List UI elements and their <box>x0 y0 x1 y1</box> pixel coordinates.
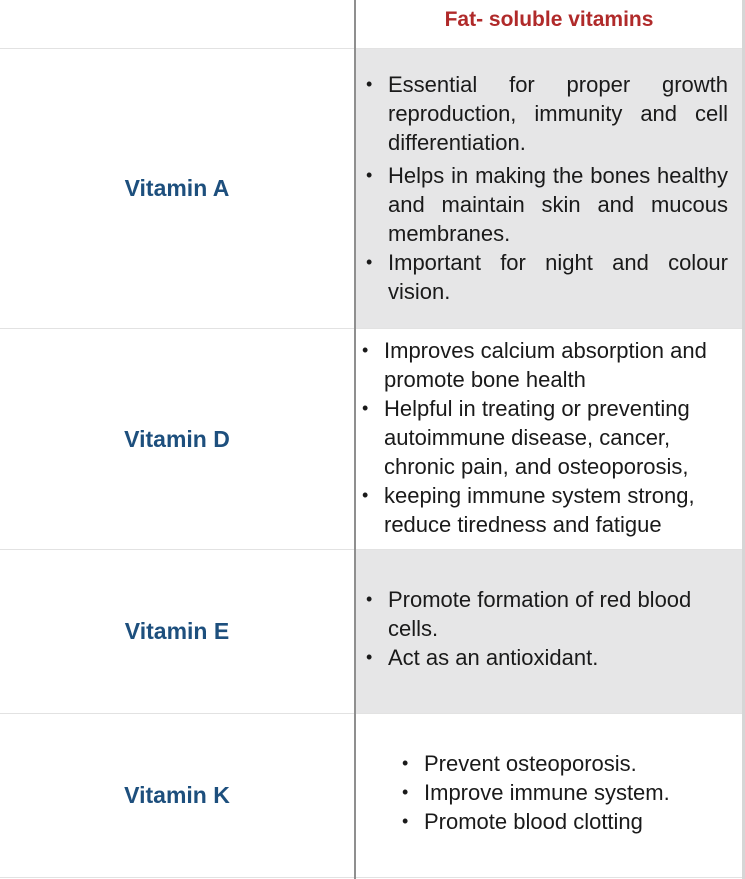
benefit-item: • Act as an antioxidant. <box>360 643 732 672</box>
vitamin-name-cell <box>0 49 354 328</box>
benefit-item: • Prevent osteoporosis. <box>396 749 732 778</box>
benefit-item: • Improve immune system. <box>396 778 732 807</box>
benefit-item: • keeping immune system strong, reduce tiredness and fatigue <box>356 481 732 539</box>
benefits-list <box>356 336 732 539</box>
benefit-item: • Promote formation of red blood cells. <box>360 585 732 643</box>
benefits-list <box>396 749 732 836</box>
column-divider <box>354 0 356 879</box>
vitamin-name: Vitamin A <box>124 175 230 201</box>
row-divider <box>0 877 742 878</box>
vitamin-name: Vitamin K <box>124 782 230 808</box>
vitamin-name-cell <box>0 550 354 713</box>
vitamin-name: Vitamin D <box>124 425 230 452</box>
benefit-item: • Promote blood clotting <box>396 807 732 836</box>
benefits-list <box>360 70 728 306</box>
vitamin-name-cell <box>0 329 354 549</box>
benefit-item: • Essential for proper growth reproduction, immunity and cell differentiation. <box>360 70 728 157</box>
benefit-item: • Helps in making the bones healthy and maintain skin and mucous membranes. <box>360 161 728 248</box>
benefits-list <box>360 585 732 672</box>
benefit-item: • Helpful in treating or preventing autoimmune disease, cancer, chronic pain, and osteoporosis, <box>356 394 732 481</box>
vitamin-description-cell <box>356 714 742 877</box>
vitamin-description-cell <box>356 329 742 549</box>
benefit-item: • Important for night and colour vision. <box>360 248 728 306</box>
vitamin-description-cell <box>356 550 742 713</box>
vitamin-description-cell <box>356 49 742 328</box>
vitamin-name-cell <box>0 714 354 877</box>
vitamin-name: Vitamin E <box>124 618 230 644</box>
benefit-item: • Improves calcium absorption and promote bone health <box>356 336 732 394</box>
column-header: Fat- soluble vitamins <box>444 8 654 31</box>
